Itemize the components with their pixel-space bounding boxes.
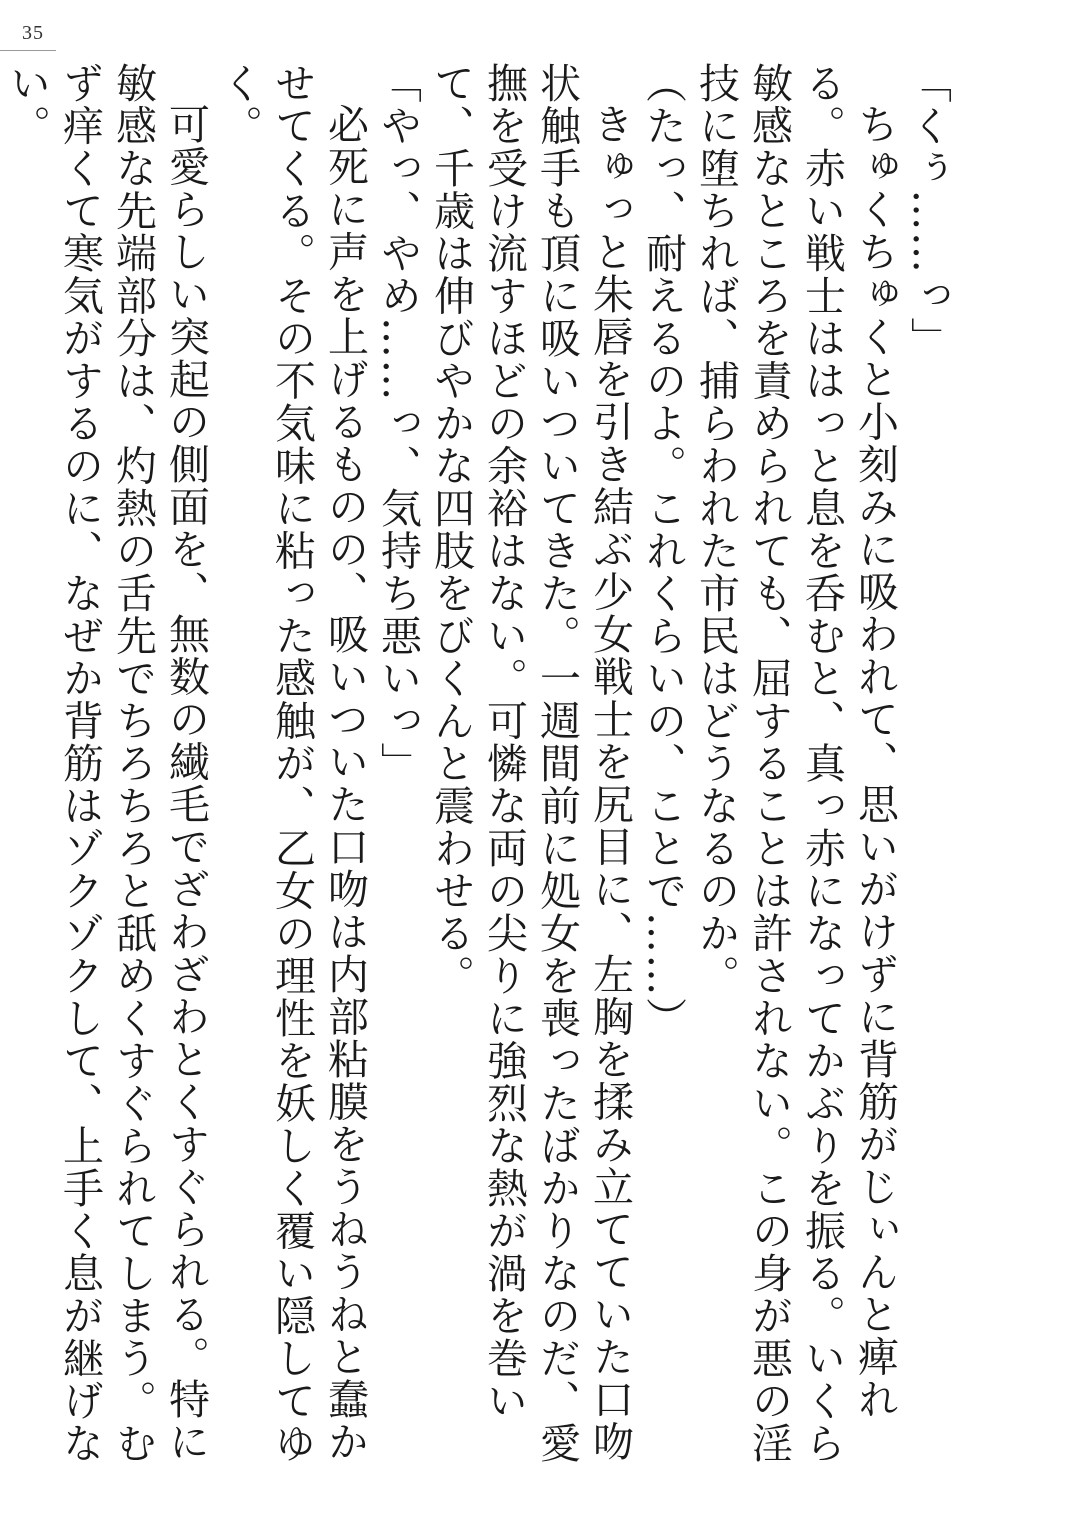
body-text [3,62,954,1482]
paragraph: ちゅくちゅくと小刻みに吸われて、思いがけずに背筋がじぃんと痺れる。赤い戦士ははっと息を呑むと、真っ赤になってかぶりを振る。いくら敏感なところを責められても、屈することは許されない。この身が悪の淫技に堕ちれば、捕らわれた市民はどうなるのか。 [692,62,899,1465]
paragraph: 必死に声を上げるものの、吸いついた口吻は内部粘膜をうねうねと蠢かせてくる。その不気味に粘った感触が、乙女の理性を妖しく覆い隠してゆく。 [215,62,369,1465]
paragraph: 可愛らしい突起の側面を、無数の繊毛でざわざわとくすぐられる。特に敏感な先端部分は、灼熱の舌先でちろちろと舐めくすぐられてしまう。むず痒くて寒気がするのに、なぜか背筋はゾクゾクして、上手く息が継げない。 [3,62,210,1465]
page-number-rule [0,50,56,51]
paragraph: 「やっ、やめ……っ、気持ち悪いっ」 [374,62,422,785]
page-number: 35 [22,22,44,44]
paragraph: 「くぅ……っ」 [904,62,952,360]
paragraph: きゅっと朱唇を引き結ぶ少女戦士を尻目に、左胸を揉み立てていた口吻状触手も頂に吸いついてきた。一週間前に処女を喪ったばかりなのだ、愛撫を受け流すほどの余裕はない。可憐な両の尖りに強烈な熱が渦を巻いて、千歳は伸びやかな四肢をびくんと震わせる。 [427,62,634,1465]
paragraph: （たっ、耐えるのよ。これくらいの、ことで……） [639,62,687,1040]
